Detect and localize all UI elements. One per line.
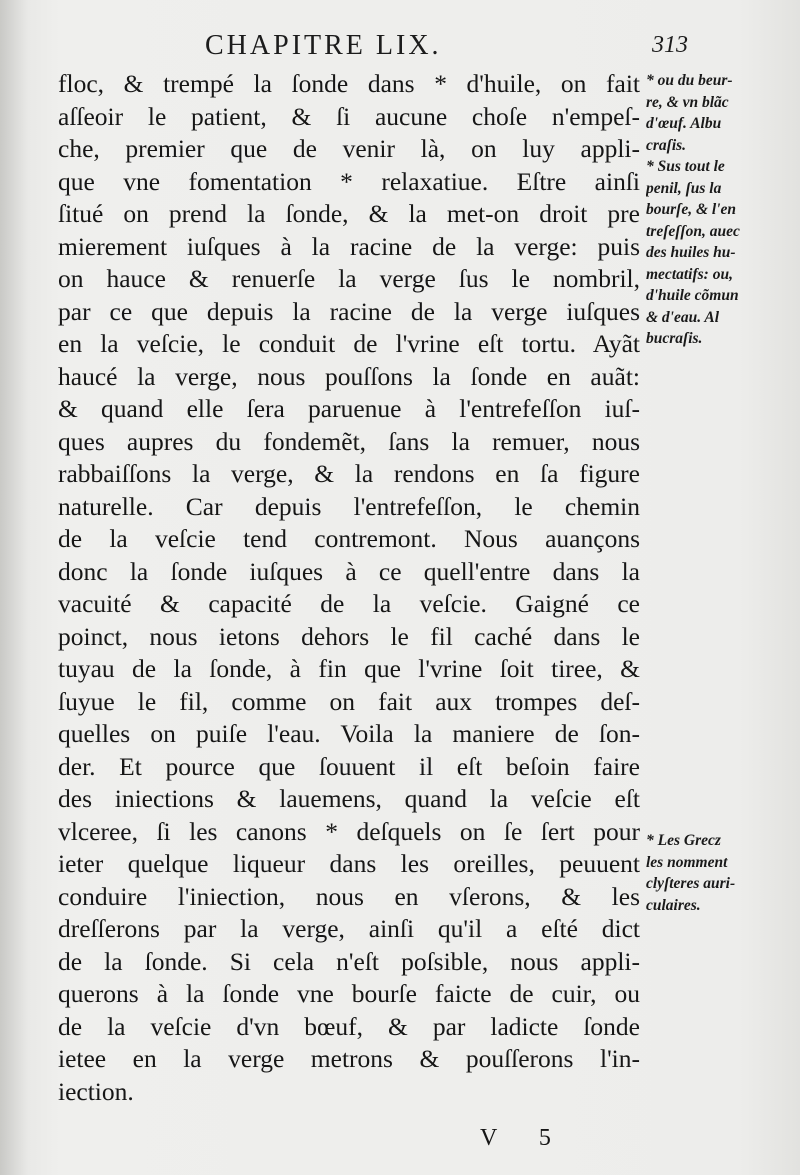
margin-note-line: clyſteres auri-: [646, 875, 736, 892]
margin-note-line: * ou du beur-: [646, 72, 733, 89]
margin-note-line: mectatifs: ou,: [646, 265, 733, 283]
text-line: vlceree, ſi les canons * deſquels on ſe ſert pour: [58, 816, 640, 846]
text-line: quelles on puiſe l'eau. Voila la maniere de ſon-: [58, 719, 640, 748]
text-line: de la veſcie tend contremont. Nous auançons: [58, 524, 640, 553]
text-line: ieter quelque liqueur dans les oreilles, peuuent: [58, 849, 640, 878]
text-line: poinct, nous ietons dehors le fil caché dans le: [58, 621, 640, 651]
text-line: querons à la ſonde vne bourſe faicte de cuir, ou: [58, 979, 640, 1008]
text-line: des iniections & lauemens, quand la veſcie eſt: [58, 784, 640, 813]
signature-mark: V 5: [480, 1125, 569, 1151]
text-line: de la veſcie d'vn bœuf, & par ladicte ſonde: [58, 1011, 640, 1041]
margin-note-line: des huiles hu-: [646, 244, 736, 261]
text-line: tuyau de la ſonde, à fin que l'vrine ſoit tiree, &: [58, 654, 640, 683]
margin-note-line: craſis.: [646, 136, 687, 154]
text-line: floc, & trempé la ſonde dans * d'huile, on fait: [58, 69, 640, 98]
text-line: & quand elle ſera paruenue à l'entrefeſſon iuſ-: [58, 394, 640, 423]
text-line: conduire l'iniection, nous en vſerons, & les: [58, 881, 640, 911]
margin-note-line: * Les Grecz: [646, 832, 721, 849]
margin-note-line: d'huile cõmun: [646, 287, 739, 304]
text-line: ques aupres du fondemẽt, ſans la remuer, nous: [58, 426, 640, 456]
text-line: ſitué on prend la ſonde, & la met-on droit pre: [58, 199, 640, 228]
main-text-block: [58, 68, 640, 1108]
margin-note-line: * Sus tout le: [646, 158, 725, 175]
margin-note-line: d'œuf. Albu: [646, 115, 722, 132]
text-line: haucé la verge, nous pouſſons la ſonde en auãt:: [58, 361, 640, 391]
text-line: rabbaiſſons la verge, & la rendons en ſa figure: [58, 459, 640, 488]
margin-note-line: penil, ſus la: [646, 179, 722, 197]
margin-note-1: [646, 70, 796, 350]
text-line: mierement iuſques à la racine de la verge: puis: [58, 231, 640, 261]
margin-note-line: re, & vn blãc: [646, 93, 729, 111]
text-line: aſſeoir le patient, & ſi aucune choſe n'empeſ-: [58, 101, 640, 131]
text-line: ietee en la verge metrons & pouſſerons l'in-: [58, 1044, 640, 1073]
margin-note-line: bucraſis.: [646, 330, 703, 347]
page-number: 313: [652, 32, 688, 58]
text-line: donc la ſonde iuſques à ce quell'entre dans la: [58, 556, 640, 586]
text-line: ſuyue le fil, comme on fait aux trompes deſ-: [58, 686, 640, 716]
text-line: naturelle. Car depuis l'entrefeſſon, le chemin: [58, 491, 640, 521]
text-line: der. Et pource que ſouuent il eſt beſoin faire: [58, 751, 640, 781]
text-line: de la ſonde. Si cela n'eſt poſsible, nous appli-: [58, 946, 640, 976]
text-line: dreſſerons par la verge, ainſi qu'il a eſté dict: [58, 914, 640, 943]
text-line: que vne fomentation * relaxatiue. Eſtre ainſi: [58, 166, 640, 196]
text-line: par ce que depuis la racine de la verge iuſques: [58, 296, 640, 326]
text-line: iection.: [58, 1076, 134, 1106]
running-header: [0, 30, 800, 70]
margin-note-line: & d'eau. Al: [646, 308, 720, 326]
margin-note-line: bourſe, & l'en: [646, 201, 736, 218]
chapter-title: CHAPITRE LIX.: [205, 30, 442, 61]
margin-note-line: culaires.: [646, 896, 701, 914]
text-line: en la veſcie, le conduit de l'vrine eſt tortu. Ayãt: [58, 329, 640, 358]
margin-note-2: [646, 830, 796, 916]
text-line: vacuité & capacité de la veſcie. Gaigné ce: [58, 589, 640, 618]
margin-note-line: les nomment: [646, 853, 728, 871]
text-line: on hauce & renuerſe la verge ſus le nombril,: [58, 264, 640, 293]
margin-note-line: treſeſſon, auec: [646, 222, 740, 240]
text-line: che, premier que de venir là, on luy appli-: [58, 134, 640, 163]
